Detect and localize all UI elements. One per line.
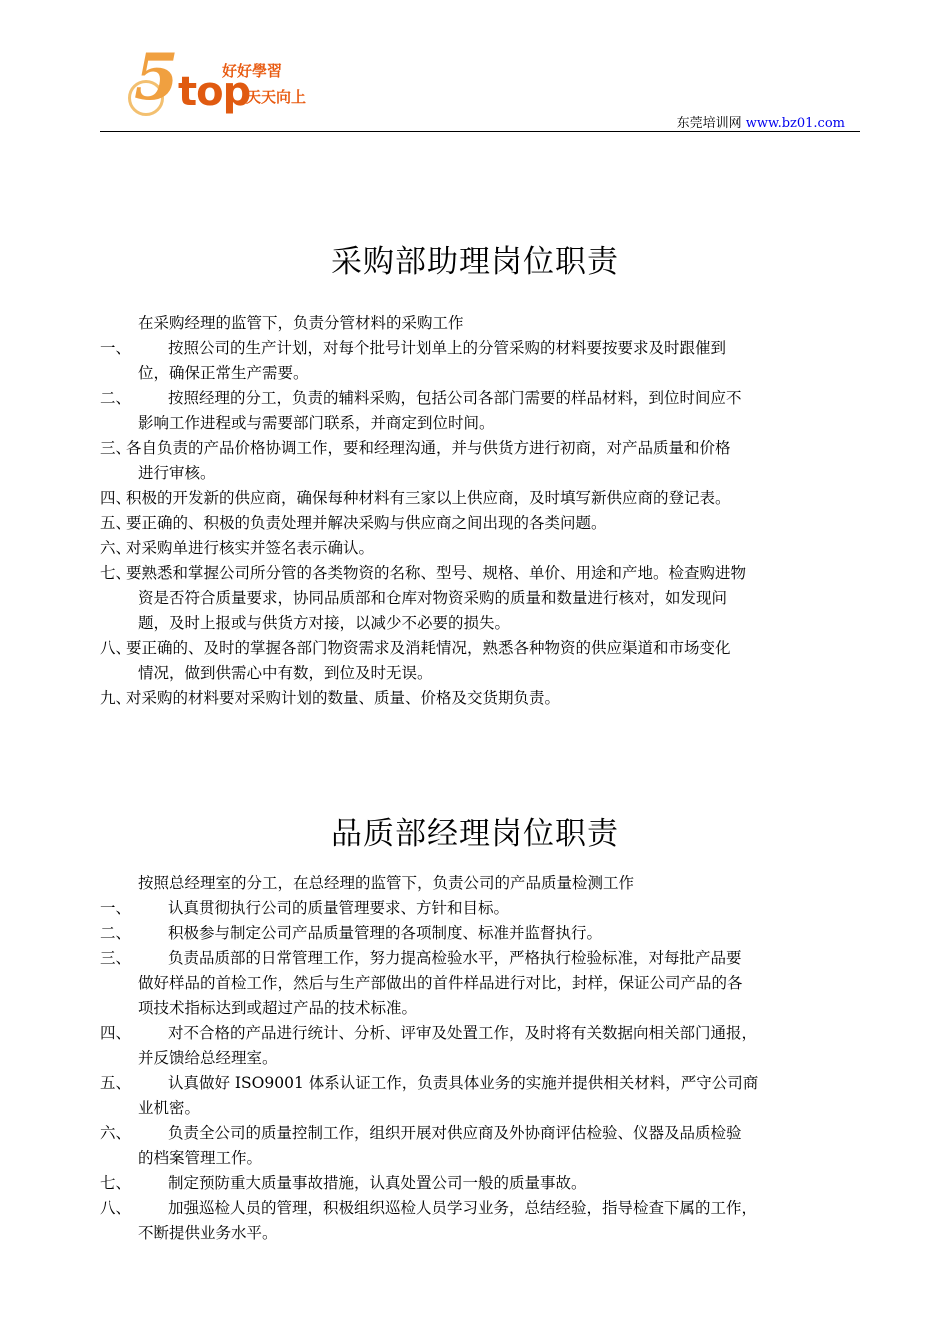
item-text-line: 不断提供业务水平。 bbox=[138, 1224, 278, 1242]
item-text-line: 影响工作进程或与需要部门联系，并商定到位时间。 bbox=[138, 414, 495, 432]
site-url-link[interactable]: www.bz01.com bbox=[745, 116, 845, 131]
item-text-line: 按照公司的生产计划，对每个批号计划单上的分管采购的材料要按要求及时跟催到 bbox=[168, 339, 727, 357]
item-text-line: 各自负责的产品价格协调工作，要和经理沟通，并与供货方进行初商，对产品质量和价格 bbox=[126, 439, 731, 457]
intro-text: 在采购经理的监管下，负责分管材料的采购工作 bbox=[138, 314, 464, 332]
page-header bbox=[100, 40, 860, 132]
site-info bbox=[677, 112, 845, 131]
item-text-line: 积极参与制定公司产品质量管理的各项制度、标准并监督执行。 bbox=[168, 924, 603, 942]
item-text-line: 并反馈给总经理室。 bbox=[138, 1049, 278, 1067]
logo-slogan-2: 天天向上 bbox=[246, 88, 307, 106]
item-text-line: 题，及时上报或与供货方对接，以减少不必要的损失。 bbox=[138, 614, 511, 632]
item-number: 六、 bbox=[100, 1124, 132, 1142]
item-text-line: 要熟悉和掌握公司所分管的各类物资的名称、型号、规格、单价、用途和产地。检查购进物 bbox=[126, 564, 747, 582]
item-text-line: 要正确的、及时的掌握各部门物资需求及消耗情况，熟悉各种物资的供应渠道和市场变化 bbox=[126, 639, 731, 657]
item-number: 九、 bbox=[100, 689, 132, 707]
logo-word: top bbox=[178, 69, 251, 115]
item-number: 六、 bbox=[100, 539, 132, 557]
item-text-line: 按照经理的分工，负责的辅料采购，包括公司各部门需要的样品材料，到位时间应不 bbox=[168, 389, 742, 407]
item-number: 七、 bbox=[100, 564, 132, 582]
item-number: 四、 bbox=[100, 1024, 132, 1042]
item-text-line: 情况，做到供需心中有数，到位及时无误。 bbox=[138, 664, 433, 682]
item-number: 七、 bbox=[100, 1174, 132, 1192]
logo-slogan-1: 好好學習 bbox=[222, 62, 283, 80]
item-text-line: 认真贯彻执行公司的质量管理要求、方针和目标。 bbox=[168, 899, 510, 917]
item-text-line: 进行审核。 bbox=[138, 464, 216, 482]
item-number: 三、 bbox=[100, 949, 132, 967]
item-text-line: 积极的开发新的供应商，确保每种材料有三家以上供应商，及时填写新供应商的登记表。 bbox=[126, 489, 731, 507]
item-number: 八、 bbox=[100, 639, 132, 657]
section-title-quality: 品质部经理岗位职责 bbox=[331, 816, 619, 852]
item-number: 一、 bbox=[100, 339, 132, 357]
item-number: 二、 bbox=[100, 389, 132, 407]
item-text-line: 加强巡检人员的管理，积极组织巡检人员学习业务，总结经验，指导检查下属的工作， bbox=[168, 1199, 758, 1217]
item-text-line: 认真做好 ISO9001 体系认证工作，负责具体业务的实施并提供相关材料，严守公司商 bbox=[168, 1074, 759, 1092]
item-text-line: 资是否符合质量要求，协同品质部和仓库对物资采购的质量和数量进行核对，如发现问 bbox=[138, 589, 728, 607]
item-text-line: 要正确的、积极的负责处理并解决采购与供应商之间出现的各类问题。 bbox=[126, 514, 607, 532]
header-divider bbox=[100, 131, 860, 132]
item-number: 一、 bbox=[100, 899, 132, 917]
item-text-line: 对不合格的产品进行统计、分析、评审及处置工作，及时将有关数据向相关部门通报， bbox=[168, 1024, 758, 1042]
item-text-line: 对采购单进行核实并签名表示确认。 bbox=[126, 539, 375, 557]
logo-digit: 5 bbox=[134, 40, 179, 115]
item-text-line: 负责品质部的日常管理工作，努力提高检验水平，严格执行检验标准，对每批产品要 bbox=[168, 949, 742, 967]
item-text-line: 负责全公司的质量控制工作，组织开展对供应商及外协商评估检验、仪器及品质检验 bbox=[168, 1124, 742, 1142]
item-text-line: 制定预防重大质量事故措施，认真处置公司一般的质量事故。 bbox=[168, 1174, 587, 1192]
item-number: 四、 bbox=[100, 489, 132, 507]
item-text-line: 的档案管理工作。 bbox=[138, 1149, 263, 1167]
item-number: 二、 bbox=[100, 924, 132, 942]
item-text-line: 做好样品的首检工作，然后与生产部做出的首件样品进行对比，封样，保证公司产品的各 bbox=[138, 974, 743, 992]
item-text-line: 位，确保正常生产需要。 bbox=[138, 364, 309, 382]
item-number: 五、 bbox=[100, 1074, 132, 1092]
item-text-line: 业机密。 bbox=[138, 1099, 201, 1117]
item-number: 五、 bbox=[100, 514, 132, 532]
section-title-purchasing: 采购部助理岗位职责 bbox=[331, 244, 619, 280]
site-name: 东莞培训网 bbox=[676, 116, 742, 131]
item-text-line: 对采购的材料要对采购计划的数量、质量、价格及交货期负责。 bbox=[126, 689, 561, 707]
item-number: 三、 bbox=[100, 439, 132, 457]
intro-text: 按照总经理室的分工，在总经理的监管下，负责公司的产品质量检测工作 bbox=[138, 874, 635, 892]
item-text-line: 项技术指标达到或超过产品的技术标准。 bbox=[138, 999, 418, 1017]
item-number: 八、 bbox=[100, 1199, 132, 1217]
logo bbox=[112, 40, 342, 130]
